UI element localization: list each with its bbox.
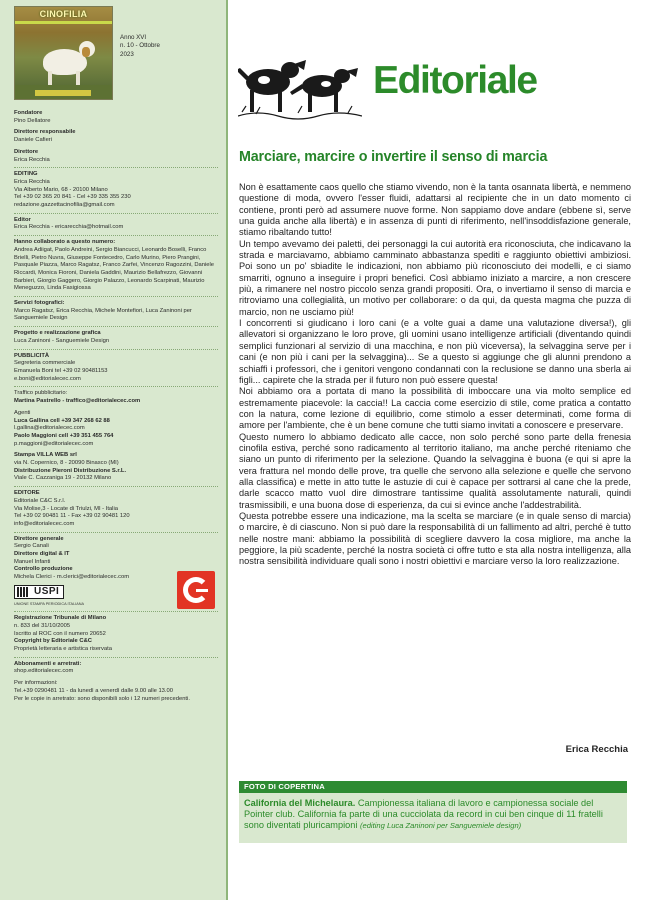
- info-label: Per informazioni:: [14, 680, 58, 687]
- copyright-line: Proprietà letteraria e artistica riservata: [14, 646, 112, 653]
- cover-photo-caption: [239, 793, 627, 831]
- director-label: Direttore responsabile: [14, 129, 76, 136]
- publisher-email-link[interactable]: info@editorialecec.com: [14, 520, 75, 527]
- print-label: Stampa VILLA WEB srl: [14, 452, 77, 459]
- divider: [14, 296, 218, 297]
- traffic-line: Martina Pastrello - traffico@editorialecec.com: [14, 398, 141, 405]
- article-paragraph: Questa potrebbe essere una indicazione, ma la scelta se marciare (e in quale senso di marcia) o marcire, è di ciascuno. Non si può dare la responsabilità di un fallimento ad altri, perché è tutto nelle nostre mani: abbiamo la possibilità di scegliere davvero la cosa migliore, ma anche la peggiore, la più scadente, perché la nostra società ci offre tutto e sta alla nostra intelligenza, alla nostra sensibilità individuare quali sono i nostri obiettivi e marciare verso la loro realizzazione.: [239, 510, 631, 567]
- registration-line: n. 833 del 31/10/2005: [14, 622, 71, 629]
- divider: [14, 532, 218, 533]
- uspi-logo: USPI UNIONE STAMPA PERIODICA ITALIANA: [14, 586, 85, 606]
- registration-label: Registrazione Tribunale di Milano: [14, 615, 107, 622]
- cover-dog-name: California del Michelaura.: [244, 798, 356, 808]
- cover-photo-box: [239, 781, 627, 843]
- ads-label: PUBBLICITÀ: [14, 352, 50, 359]
- print-address: via N. Copernico, 8 - 20090 Binasco (MI): [14, 460, 119, 467]
- registration-line: Iscritto al ROC con il numero 20652: [14, 630, 106, 637]
- issue-year: Anno XVI: [120, 34, 147, 41]
- divider: [14, 167, 218, 168]
- digital-director-label: Direttore digital & IT: [14, 551, 70, 558]
- pointer-dogs-illustration: [238, 40, 362, 120]
- masthead-credits: [14, 110, 218, 703]
- publisher-line: Via Molise,3 - Locate di Triulzi, MI - Italia: [14, 505, 118, 512]
- divider: [14, 611, 218, 612]
- masthead-column: [0, 0, 228, 900]
- article-paragraph: I concorrenti si giudicano i loro cani (e a volte guai a dame una valutazione diversa!), gli allevatori si organizzano le loro prove, gli uomini usano intelligenze artificiali (diventando quindi semplici funzionari al servizio di una macchina, e non più viceversa), la selvaggina serve per i cani (e non più i cani per la selvaggina)... Se a questo si aggiunge che gli alunni prendono a schiaffi i professori, che i genitori vengono condannati con la reclusione se danno una sberla ai figli... capirete che la strada per il futuro non può essere questa!: [239, 318, 631, 385]
- agent-email-link[interactable]: l.gallina@editorialecec.com: [14, 425, 85, 432]
- publisher-line: Editoriale C&C S.r.l.: [14, 497, 66, 504]
- masthead-top: [0, 0, 226, 103]
- cover-credit: (editing Luca Zaninoni per Sanguemiele design): [359, 821, 522, 830]
- issue-info: [120, 34, 160, 59]
- distribution-label: Distribuzione Pieroni Distribuzione S.r.L.: [14, 467, 127, 474]
- ads-email-link[interactable]: e.boni@editorialecec.com: [14, 375, 81, 382]
- agent-line: Paolo Maggioni cell +39 351 455 764: [14, 432, 114, 439]
- traffic-label: Traffico pubblicitario:: [14, 390, 68, 397]
- page-title: Editoriale: [373, 59, 537, 102]
- founder-name: Pino Dellatore: [14, 117, 51, 124]
- contributors-label: Hanno collaborato a questo numero:: [14, 239, 116, 246]
- divider: [14, 235, 218, 236]
- editor-line: Erica Recchia - ericarecchia@hotmail.com: [14, 224, 124, 231]
- magazine-cover-thumbnail[interactable]: [14, 6, 113, 100]
- info-line: Tel.+39 0290481 11 - da lunedì a venerdì dalle 9.00 alle 13.00: [14, 687, 173, 694]
- subscriptions-label: Abbonamenti e arretrati:: [14, 660, 82, 667]
- publisher-line: Tel +39 02 90481 11 - Fax +39 02 90481 120: [14, 513, 130, 520]
- divider: [14, 657, 218, 658]
- editorial-article: [239, 182, 631, 568]
- ads-line: Emanuela Boni tel +39 02 90481153: [14, 367, 108, 374]
- uspi-caption: UNIONE STAMPA PERIODICA ITALIANA: [14, 601, 85, 606]
- agents-label: Agenti: [14, 409, 31, 416]
- founder-label: Fondatore: [14, 110, 43, 116]
- contributors-text: Andrea Adiigat, Paolo Andreini, Sergio Biancucci, Leonardo Boselli, Franco Brielli, Pietro Nuvra, Giuseppe Fontecedro, Carlo Murino, Piero Prangini, Pasquale Piazza, Marco Ragatsz, Franco Zarfei, Vincenzo Ragozzini, Daniele Riccardi, Monica Fioroni, Daniela Gaddini, Maurizio Bellafrezzo, Giovanni Barbieri, Giorgio Gaggero, Giorgio Palazzo, Leonardo Scarpinati, Maurizio Meneguzzo, Linda Fasigiossa: [14, 246, 214, 292]
- photo-text: Marco Ragatsz, Erica Recchia, Michele Montefiori, Luca Zaninoni per Sanguemiele Design: [14, 307, 192, 322]
- production-label: Controllo produzione: [14, 566, 73, 573]
- digital-director-name: Manuel Infanti: [14, 558, 51, 565]
- copyright-label: Copyright by Editoriale C&C: [14, 638, 92, 645]
- cover-photo-label: FOTO DI COPERTINA: [239, 781, 627, 793]
- direction-label: Direttore: [14, 148, 39, 155]
- editing-line: Tel +39 02 365 20 841 - Cel +39 335 355 230: [14, 194, 131, 201]
- divider: [14, 486, 218, 487]
- editing-line: Erica Recchia: [14, 178, 50, 185]
- author-signature: Erica Recchia: [565, 744, 628, 755]
- cover-title: CINOFILIA: [39, 9, 88, 19]
- divider: [14, 386, 218, 387]
- divider: [14, 213, 218, 214]
- direction-name: Erica Recchia: [14, 156, 50, 163]
- editing-label: EDITING: [14, 171, 38, 178]
- editing-email-link[interactable]: redazione.gazzettacinofilia@gmail.com: [14, 202, 115, 209]
- subscriptions-link[interactable]: shop.editorialecec.com: [14, 668, 74, 675]
- design-label: Progetto e realizzazione grafica: [14, 330, 101, 337]
- ads-line: Segreteria commerciale: [14, 360, 76, 367]
- general-director-name: Sergio Canali: [14, 543, 49, 550]
- article-headline: Marciare, marcire o invertire il senso di marcia: [239, 149, 548, 165]
- director-name: Daniele Cafieri: [14, 137, 53, 144]
- agent-line: Luca Gallina cell +39 347 268 62 88: [14, 417, 110, 424]
- article-paragraph: Questo numero lo abbiamo dedicato alle cacce, non solo perché sono parte della frenesia cinofila estiva, perché sono radicamento al territorio italiano, ma anche perché riteniamo che siano un punto di riferimento per la selezione. Quando la selvaggina è buona (e qui si apre la vera frattura nel mondo delle prove, tra quelle che servono alla selezione e quelle che servono alla classifica) e mette in atto tutte le astuzie di cui è capace per sottrarsi al cane che la prede, darle scacco matto vuol dire dimostrare tantissime qualità assolutamente naturali, quindi trasmissibili, e una buona dose di esperienza, da cui si evince anche l'addestrabilità.: [239, 431, 631, 510]
- cover-description: Campionessa italiana di lavoro e campionessa sociale del Pointer club. California fa parte di una cucciolata da record in cui ben cinque di 11 fratelli sono diventati pluricampioni: [244, 798, 603, 830]
- issue-number: n. 10 - Ottobre: [120, 42, 160, 50]
- photo-label: Servizi fotografici:: [14, 300, 65, 307]
- publisher-logo: [177, 571, 215, 609]
- publisher-label: EDITORE: [14, 490, 40, 497]
- article-paragraph: Un tempo avevamo dei paletti, dei personaggi la cui autorità era riconosciuta, che indicavano la strada e marciavamo, abbiamo camminato abbastanza spediti e raggiunto obiettivi ambiziosi. Poi sono un po' sbiadite le indicazioni, non abbiamo più riconosciuto dei modelli, e ci siamo smarriti, ognuno a inseguire i propri benefici. Così abbiamo iniziato a marcire, a non crescere più, a rimanere nel nostro piccolo senza grandi propositi. Ora, o invertiamo il senso di marcia e ritroviamo una collegialità, un motivo per collaborare: o da qui, da questa magma che puzza di marcio, non ne usciamo più!: [239, 238, 631, 317]
- divider: [14, 326, 218, 327]
- divider: [14, 349, 218, 350]
- distribution-address: Viale C. Cazzaniga 19 - 20132 Milano: [14, 475, 112, 482]
- design-text: Luca Zaninoni - Sanguemiele Design: [14, 337, 110, 344]
- editing-line: Via Alberto Mario, 68 - 20100 Milano: [14, 186, 108, 193]
- production-line: Michela Clerici - m.clerici@editorialecec.com: [14, 574, 130, 581]
- article-paragraph: Non è esattamente caos quello che stiamo vivendo, non è la tanta osannata libertà, e nemmeno questione di moda, ovvero l'esser fluidi, adattarsi al recipiente che in un dato momento ci contiene, pronti però ad assumere nuove forme. Non sappiamo dove andare (ebbene sì, serve una guida anche alla libertà) e in assenza di punti di riferimento, nell'insoddisfazione generale, stiamo ribaltando tutto!: [239, 182, 631, 238]
- editor-label: Editor: [14, 216, 31, 223]
- article-paragraph: Noi abbiamo ora a portata di mano la possibilità di imboccare una via molto semplice ed estremamente piacevole: la caccia!! La caccia come esercizio di stile, come pratica a contatto con la natura, come lezione di equilibrio, come stimolo a esser determinati, come forma di amore per l'ambiente, che è un bene comune che tutti siamo invitati a conoscere e preservare.: [239, 386, 631, 431]
- issue-date: 2023: [120, 50, 134, 58]
- general-director-label: Direttore generale: [14, 535, 64, 542]
- agent-email-link[interactable]: p.maggioni@editorialecec.com: [14, 440, 94, 447]
- back-issues-line: Per le copie in arretrato: sono disponibili solo i 12 numeri precedenti.: [14, 695, 190, 702]
